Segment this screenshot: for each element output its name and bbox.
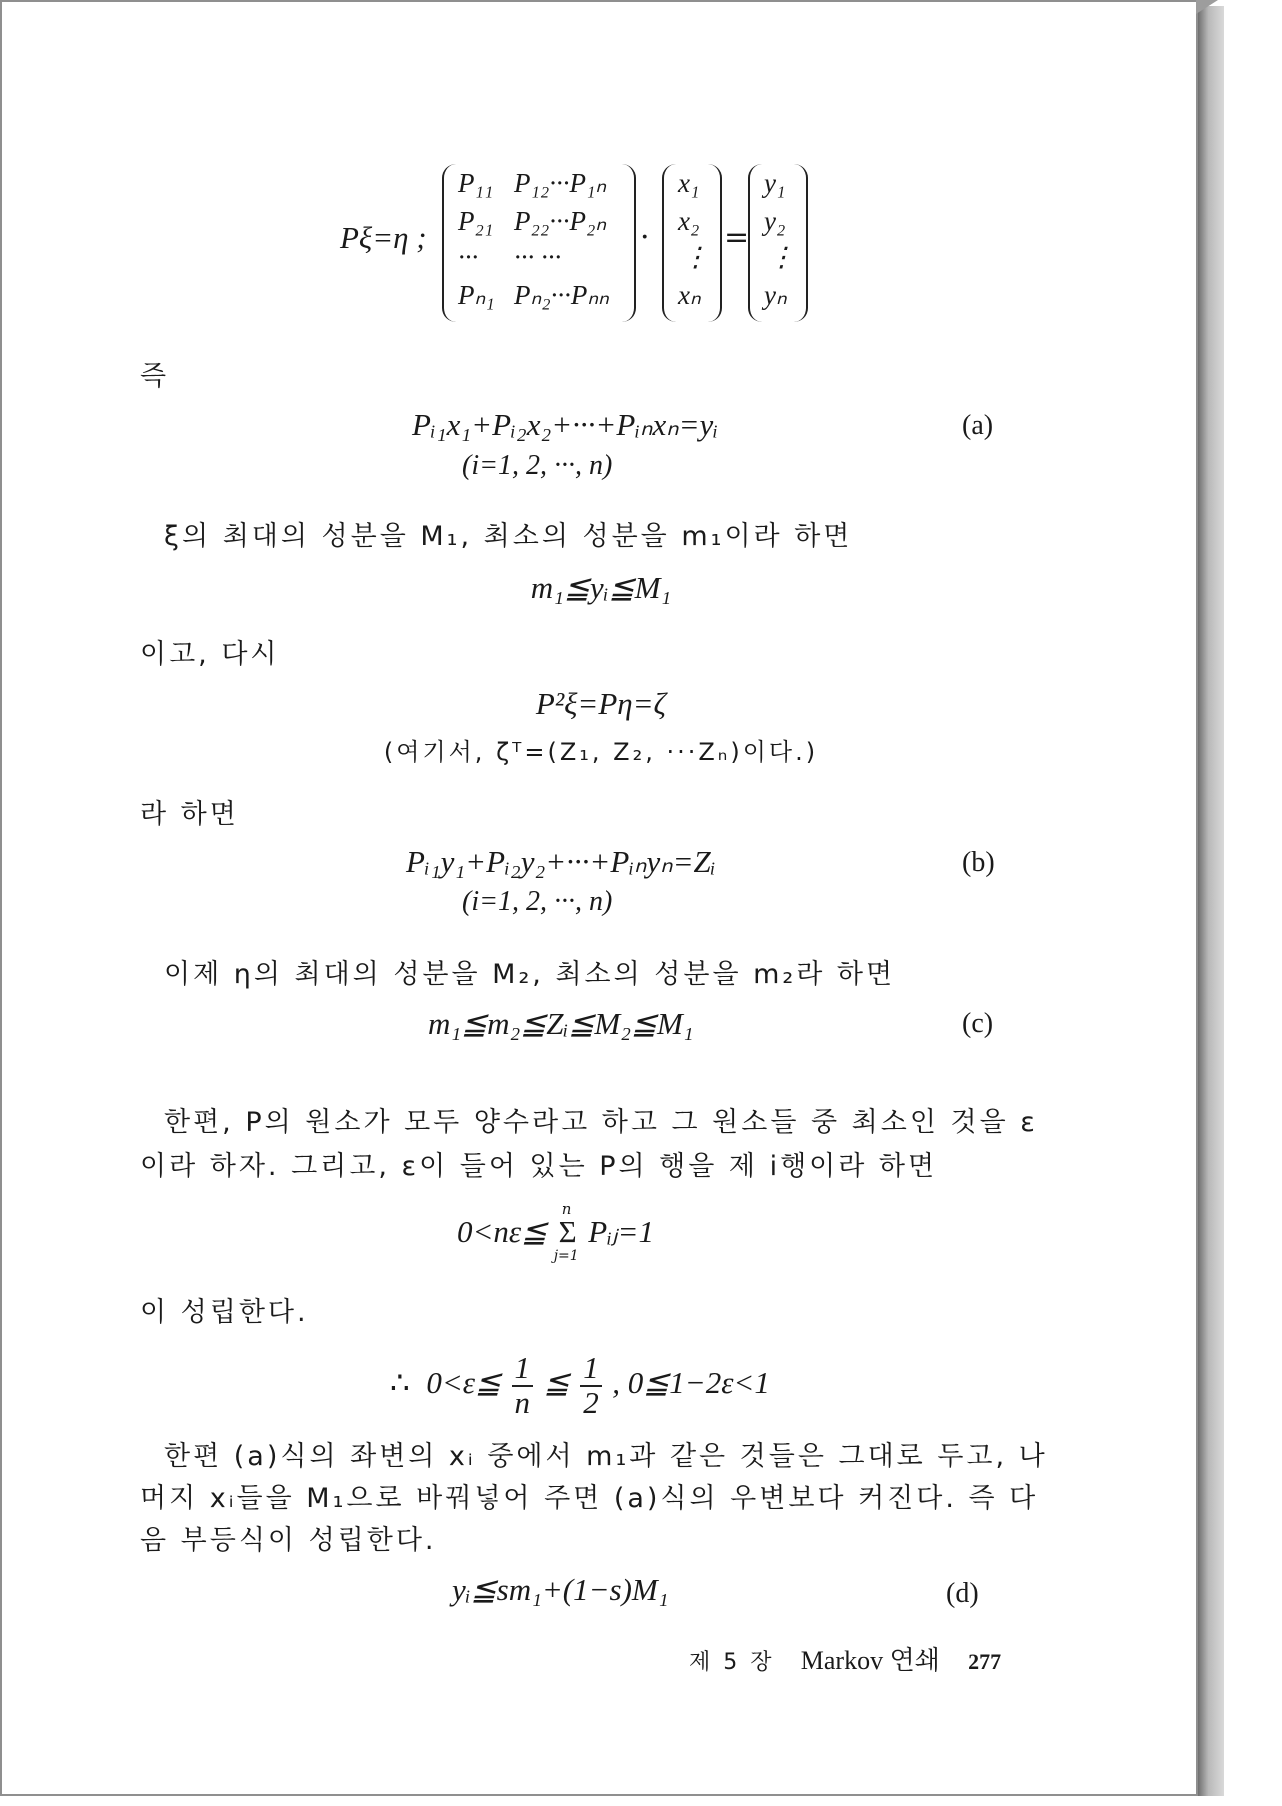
paragraph-line: 음 부등식이 성립한다. [140, 1525, 437, 1556]
page-footer [689, 1640, 1001, 1677]
paragraph-line: 한편 (a)식의 좌변의 xᵢ 중에서 m₁과 같은 것들은 그대로 두고, 나 [164, 1441, 1048, 1472]
equation-b-label: (b) [962, 847, 995, 878]
paragraph-line: 라 하면 [140, 799, 239, 830]
p-matrix [442, 164, 636, 322]
sigma-lower: j=1 [553, 1248, 579, 1264]
equation-a-condition: (i=1, 2, ···, n) [462, 450, 613, 481]
paragraph-line: 이 성립한다. [140, 1297, 309, 1328]
equation-b: Pᵢ₁y₁+Pᵢ₂y₂+···+Pᵢₙyₙ=Zᵢ [406, 844, 716, 879]
matrix-cell: P₁₁ [458, 168, 494, 198]
paragraph-line: 이라 하자. 그리고, ε이 들어 있는 P의 행을 제 i행이라 하면 [140, 1151, 938, 1182]
matrix-cell: Pₙ₂···Pₙₙ [514, 280, 609, 310]
matrix-cell: ··· [458, 242, 479, 272]
vector-cell: xₙ [678, 280, 701, 310]
fraction-1-over-2: $\frac{1}{2}$ [580, 1352, 602, 1419]
equation-sum: 0<nε≦ n Σ j=1 Pᵢⱼ=1 [457, 1200, 654, 1264]
equals-sign: = [724, 220, 750, 255]
equation-p-squared: P²ξ=Pη=ζ [535, 686, 667, 721]
equation-p-squared-note: (여기서, ζᵀ=(Z₁, Z₂, ···Zₙ)이다.) [383, 738, 819, 766]
equation-a: Pᵢ₁x₁+Pᵢ₂x₂+···+Pᵢₙxₙ=yᵢ [412, 407, 719, 442]
matrix-cell: ··· ··· [514, 242, 562, 272]
paragraph-line: 이제 η의 최대의 성분을 M₂, 최소의 성분을 m₂라 하면 [164, 959, 896, 990]
y-vector [748, 164, 808, 322]
equation-therefore: ∴ 0<ε≦ $\frac{1}{n}$ ≦ $\frac{1}{2}$ , 0≦1−2ε<1 [390, 1350, 770, 1420]
equation-d: yᵢ≦sm₁+(1−s)M₁ [452, 1572, 669, 1607]
equation-a-label: (a) [962, 410, 994, 441]
inequality-m1: m₁≦yᵢ≦M₁ [530, 570, 672, 605]
vector-cell: x₁ [678, 168, 700, 198]
dot-operator: · [640, 220, 650, 255]
sigma-operator: n Σ j=1 [553, 1200, 579, 1264]
matrix-cell: P₂₂···P₂ₙ [514, 206, 607, 236]
vector-cell: ⋮ [682, 242, 709, 272]
paragraph-line: 이고, 다시 [140, 639, 280, 670]
matrix-cell: P₂₁ [458, 206, 494, 236]
equation-b-condition: (i=1, 2, ···, n) [462, 886, 613, 917]
equation-c-label: (c) [962, 1008, 994, 1039]
fraction-1-over-n: $\frac{1}{n}$ [512, 1352, 534, 1419]
matrix-cell: P₁₂···P₁ₙ [514, 168, 607, 198]
footer-title: Markov 연쇄 [800, 1646, 940, 1675]
vector-cell: x₂ [678, 206, 700, 236]
paragraph-line: ξ의 최대의 성분을 M₁, 최소의 성분을 m₁이라 하면 [164, 521, 853, 552]
vector-cell: y₁ [764, 168, 786, 198]
paragraph-line: 한편, P의 원소가 모두 양수라고 하고 그 원소들 중 최소인 것을 ε [164, 1107, 1038, 1138]
page-edge-shadow [1198, 6, 1224, 1796]
sigma-upper: n [561, 1200, 572, 1218]
equation-c: m₁≦m₂≦Zᵢ≦M₂≦M₁ [428, 1006, 694, 1041]
vector-cell: ⋮ [768, 242, 795, 272]
x-vector [662, 164, 722, 322]
paragraph-line: 머지 xᵢ들을 M₁으로 바꿔넣어 주면 (a)식의 우변보다 커진다. 즉 다 [140, 1483, 1039, 1514]
matrix-eq-lhs: Pξ=η ; [340, 220, 427, 255]
page-corner [1196, 0, 1218, 14]
matrix-cell: Pₙ₁ [458, 280, 495, 310]
text-therefore-word: 즉 [140, 361, 170, 392]
footer-chapter: 제 5 장 [689, 1650, 775, 1675]
vector-cell: yₙ [764, 280, 787, 310]
equation-d-label: (d) [946, 1578, 979, 1609]
page-number: 277 [968, 1649, 1002, 1674]
vector-cell: y₂ [764, 206, 786, 236]
